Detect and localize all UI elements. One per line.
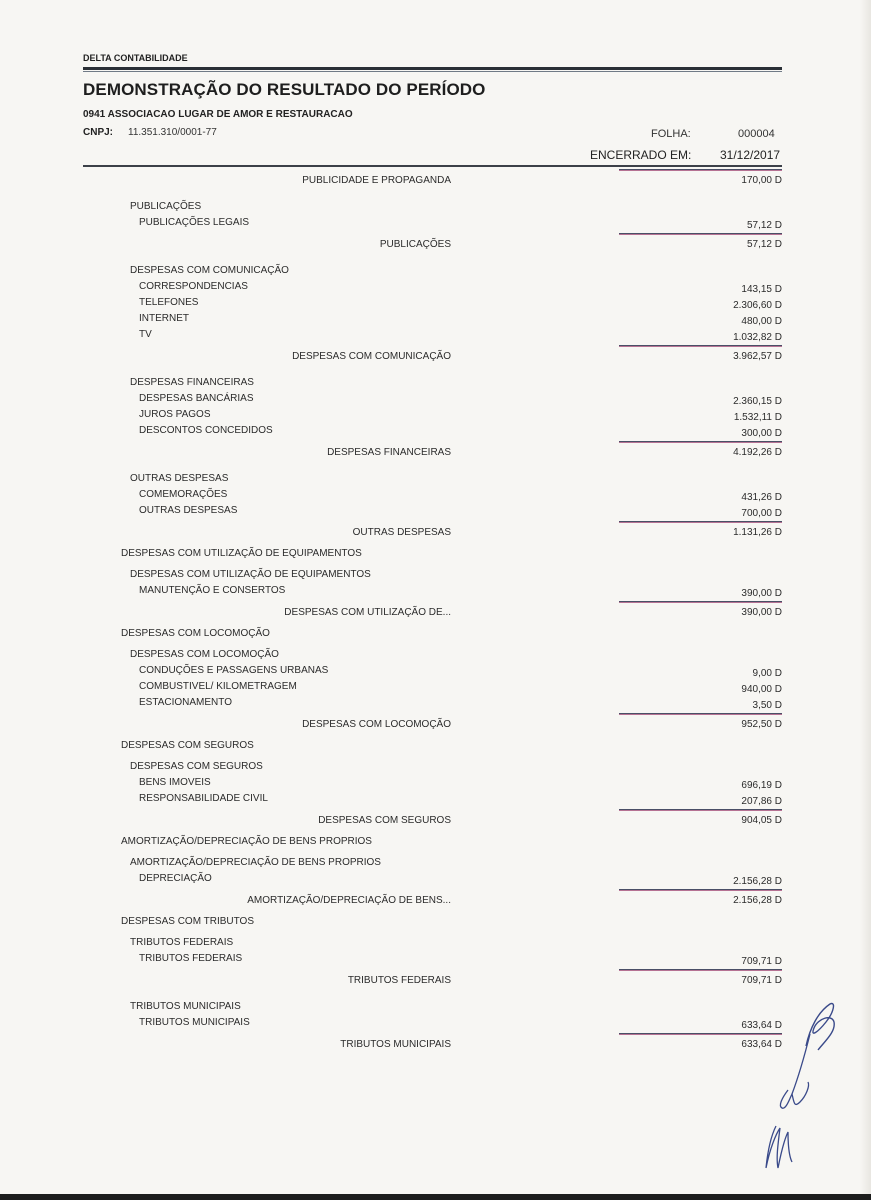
account-section-label: DESPESAS COM LOCOMOÇÃO [121, 628, 270, 639]
subtotal-amount: 952,50 D [741, 719, 782, 730]
item-amount: 940,00 D [741, 684, 782, 695]
subtotal-label: PUBLICIDADE E PROPAGANDA [302, 175, 451, 186]
subtotal-rule [619, 713, 782, 714]
account-item-label: CONDUÇÕES E PASSAGENS URBANAS [139, 665, 329, 676]
subtotal-label: DESPESAS COM SEGUROS [318, 815, 451, 826]
subtotal-label: DESPESAS COM COMUNICAÇÃO [292, 351, 451, 362]
account-item-label: DESPESAS BANCÁRIAS [139, 393, 254, 404]
account-group-label: TRIBUTOS FEDERAIS [130, 937, 234, 948]
account-item-label: JUROS PAGOS [139, 409, 211, 420]
account-item-label: DESCONTOS CONCEDIDOS [139, 425, 273, 436]
account-group-label: DESPESAS COM COMUNICAÇÃO [130, 265, 289, 276]
account-item-label: OUTRAS DESPESAS [139, 505, 238, 516]
account-section-label: DESPESAS COM UTILIZAÇÃO DE EQUIPAMENTOS [121, 548, 362, 559]
company-name: DELTA CONTABILIDADE [83, 53, 188, 63]
subtotal-rule [619, 521, 782, 522]
account-item-label: COMBUSTIVEL/ KILOMETRAGEM [139, 681, 297, 692]
item-amount: 633,64 D [741, 1020, 782, 1031]
item-amount: 2.156,28 D [733, 876, 782, 887]
subtotal-amount: 633,64 D [741, 1039, 782, 1050]
item-amount: 696,19 D [741, 780, 782, 791]
account-group-label: TRIBUTOS MUNICIPAIS [130, 1001, 241, 1012]
subtotal-rule [619, 969, 782, 970]
header-rule [83, 67, 782, 70]
folha-value: 000004 [738, 128, 775, 140]
subtotal-label: OUTRAS DESPESAS [352, 527, 451, 538]
cnpj-value: 11.351.310/0001-77 [128, 127, 217, 138]
subtotal-amount: 390,00 D [741, 607, 782, 618]
account-item-label: PUBLICAÇÕES LEGAIS [139, 217, 250, 228]
account-item-label: DEPRECIAÇÃO [139, 873, 212, 884]
subtotal-label: DESPESAS FINANCEIRAS [327, 447, 451, 458]
account-item-label: BENS IMOVEIS [139, 777, 211, 788]
subtotal-rule [619, 233, 782, 234]
subtotal-rule [619, 601, 782, 602]
subtotal-rule [619, 441, 782, 442]
account-group-label: AMORTIZAÇÃO/DEPRECIAÇÃO DE BENS PROPRIOS [130, 857, 381, 868]
account-item-label: COMEMORAÇÕES [139, 489, 228, 500]
header-bottom-rule [83, 165, 782, 167]
header-rule-thin [83, 71, 782, 72]
scan-bottom-edge [0, 1194, 871, 1200]
subtotal-label: DESPESAS COM UTILIZAÇÃO DE... [284, 607, 451, 618]
subtotal-amount: 2.156,28 D [733, 895, 782, 906]
account-group-label: DESPESAS COM LOCOMOÇÃO [130, 649, 279, 660]
item-amount: 300,00 D [741, 428, 782, 439]
subtotal-rule [619, 809, 782, 810]
account-item-label: MANUTENÇÃO E CONSERTOS [139, 585, 286, 596]
item-amount: 431,26 D [741, 492, 782, 503]
page-title: DEMONSTRAÇÃO DO RESULTADO DO PERÍODO [83, 80, 486, 99]
account-item-label: TV [139, 329, 152, 340]
account-item-label: TELEFONES [139, 297, 199, 308]
subtotal-label: TRIBUTOS FEDERAIS [347, 975, 451, 986]
subtotal-rule [619, 345, 782, 346]
item-amount: 3,50 D [752, 700, 782, 711]
entity-name: 0941 ASSOCIACAO LUGAR DE AMOR E RESTAURACAO [83, 109, 353, 120]
item-amount: 57,12 D [746, 220, 782, 231]
account-group-label: DESPESAS FINANCEIRAS [130, 377, 254, 388]
account-item-label: CORRESPONDENCIAS [139, 281, 248, 292]
subtotal-amount: 57,12 D [746, 239, 782, 250]
account-section-label: DESPESAS COM SEGUROS [121, 740, 254, 751]
subtotal-label: AMORTIZAÇÃO/DEPRECIAÇÃO DE BENS... [247, 895, 451, 906]
encerrado-value: 31/12/2017 [720, 148, 781, 162]
subtotal-rule [619, 169, 782, 170]
account-item-label: ESTACIONAMENTO [139, 697, 232, 708]
item-amount: 207,86 D [741, 796, 782, 807]
subtotal-amount: 3.962,57 D [733, 351, 782, 362]
account-item-label: INTERNET [139, 313, 189, 324]
account-group-label: DESPESAS COM UTILIZAÇÃO DE EQUIPAMENTOS [130, 569, 371, 580]
cnpj-label: CNPJ: [83, 127, 114, 138]
item-amount: 2.306,60 D [733, 300, 782, 311]
item-amount: 390,00 D [741, 588, 782, 599]
item-amount: 143,15 D [741, 284, 782, 295]
handwritten-signature [748, 998, 848, 1188]
subtotal-amount: 4.192,26 D [733, 447, 782, 458]
page-edge-shadow [860, 0, 871, 1200]
folha-label: FOLHA: [651, 128, 691, 140]
item-amount: 1.532,11 D [733, 412, 782, 423]
account-item-label: RESPONSABILIDADE CIVIL [139, 793, 268, 804]
account-group-label: PUBLICAÇÕES [130, 201, 202, 212]
subtotal-amount: 1.131,26 D [733, 527, 782, 538]
account-item-label: TRIBUTOS MUNICIPAIS [139, 1017, 250, 1028]
subtotal-rule [619, 889, 782, 890]
item-amount: 9,00 D [752, 668, 782, 679]
subtotal-label: DESPESAS COM LOCOMOÇÃO [302, 719, 451, 730]
subtotal-label: TRIBUTOS MUNICIPAIS [340, 1039, 451, 1050]
item-amount: 480,00 D [741, 316, 782, 327]
account-item-label: TRIBUTOS FEDERAIS [139, 953, 243, 964]
item-amount: 709,71 D [741, 956, 782, 967]
item-amount: 2.360,15 D [733, 396, 782, 407]
item-amount: 700,00 D [741, 508, 782, 519]
account-group-label: OUTRAS DESPESAS [130, 473, 229, 484]
account-section-label: DESPESAS COM TRIBUTOS [121, 916, 254, 927]
item-amount: 1.032,82 D [733, 332, 782, 343]
account-section-label: AMORTIZAÇÃO/DEPRECIAÇÃO DE BENS PROPRIOS [121, 836, 372, 847]
subtotal-amount: 904,05 D [741, 815, 782, 826]
encerrado-label: ENCERRADO EM: [590, 148, 692, 162]
subtotal-label: PUBLICAÇÕES [379, 239, 451, 250]
account-group-label: DESPESAS COM SEGUROS [130, 761, 263, 772]
subtotal-amount: 170,00 D [741, 175, 782, 186]
subtotal-amount: 709,71 D [741, 975, 782, 986]
